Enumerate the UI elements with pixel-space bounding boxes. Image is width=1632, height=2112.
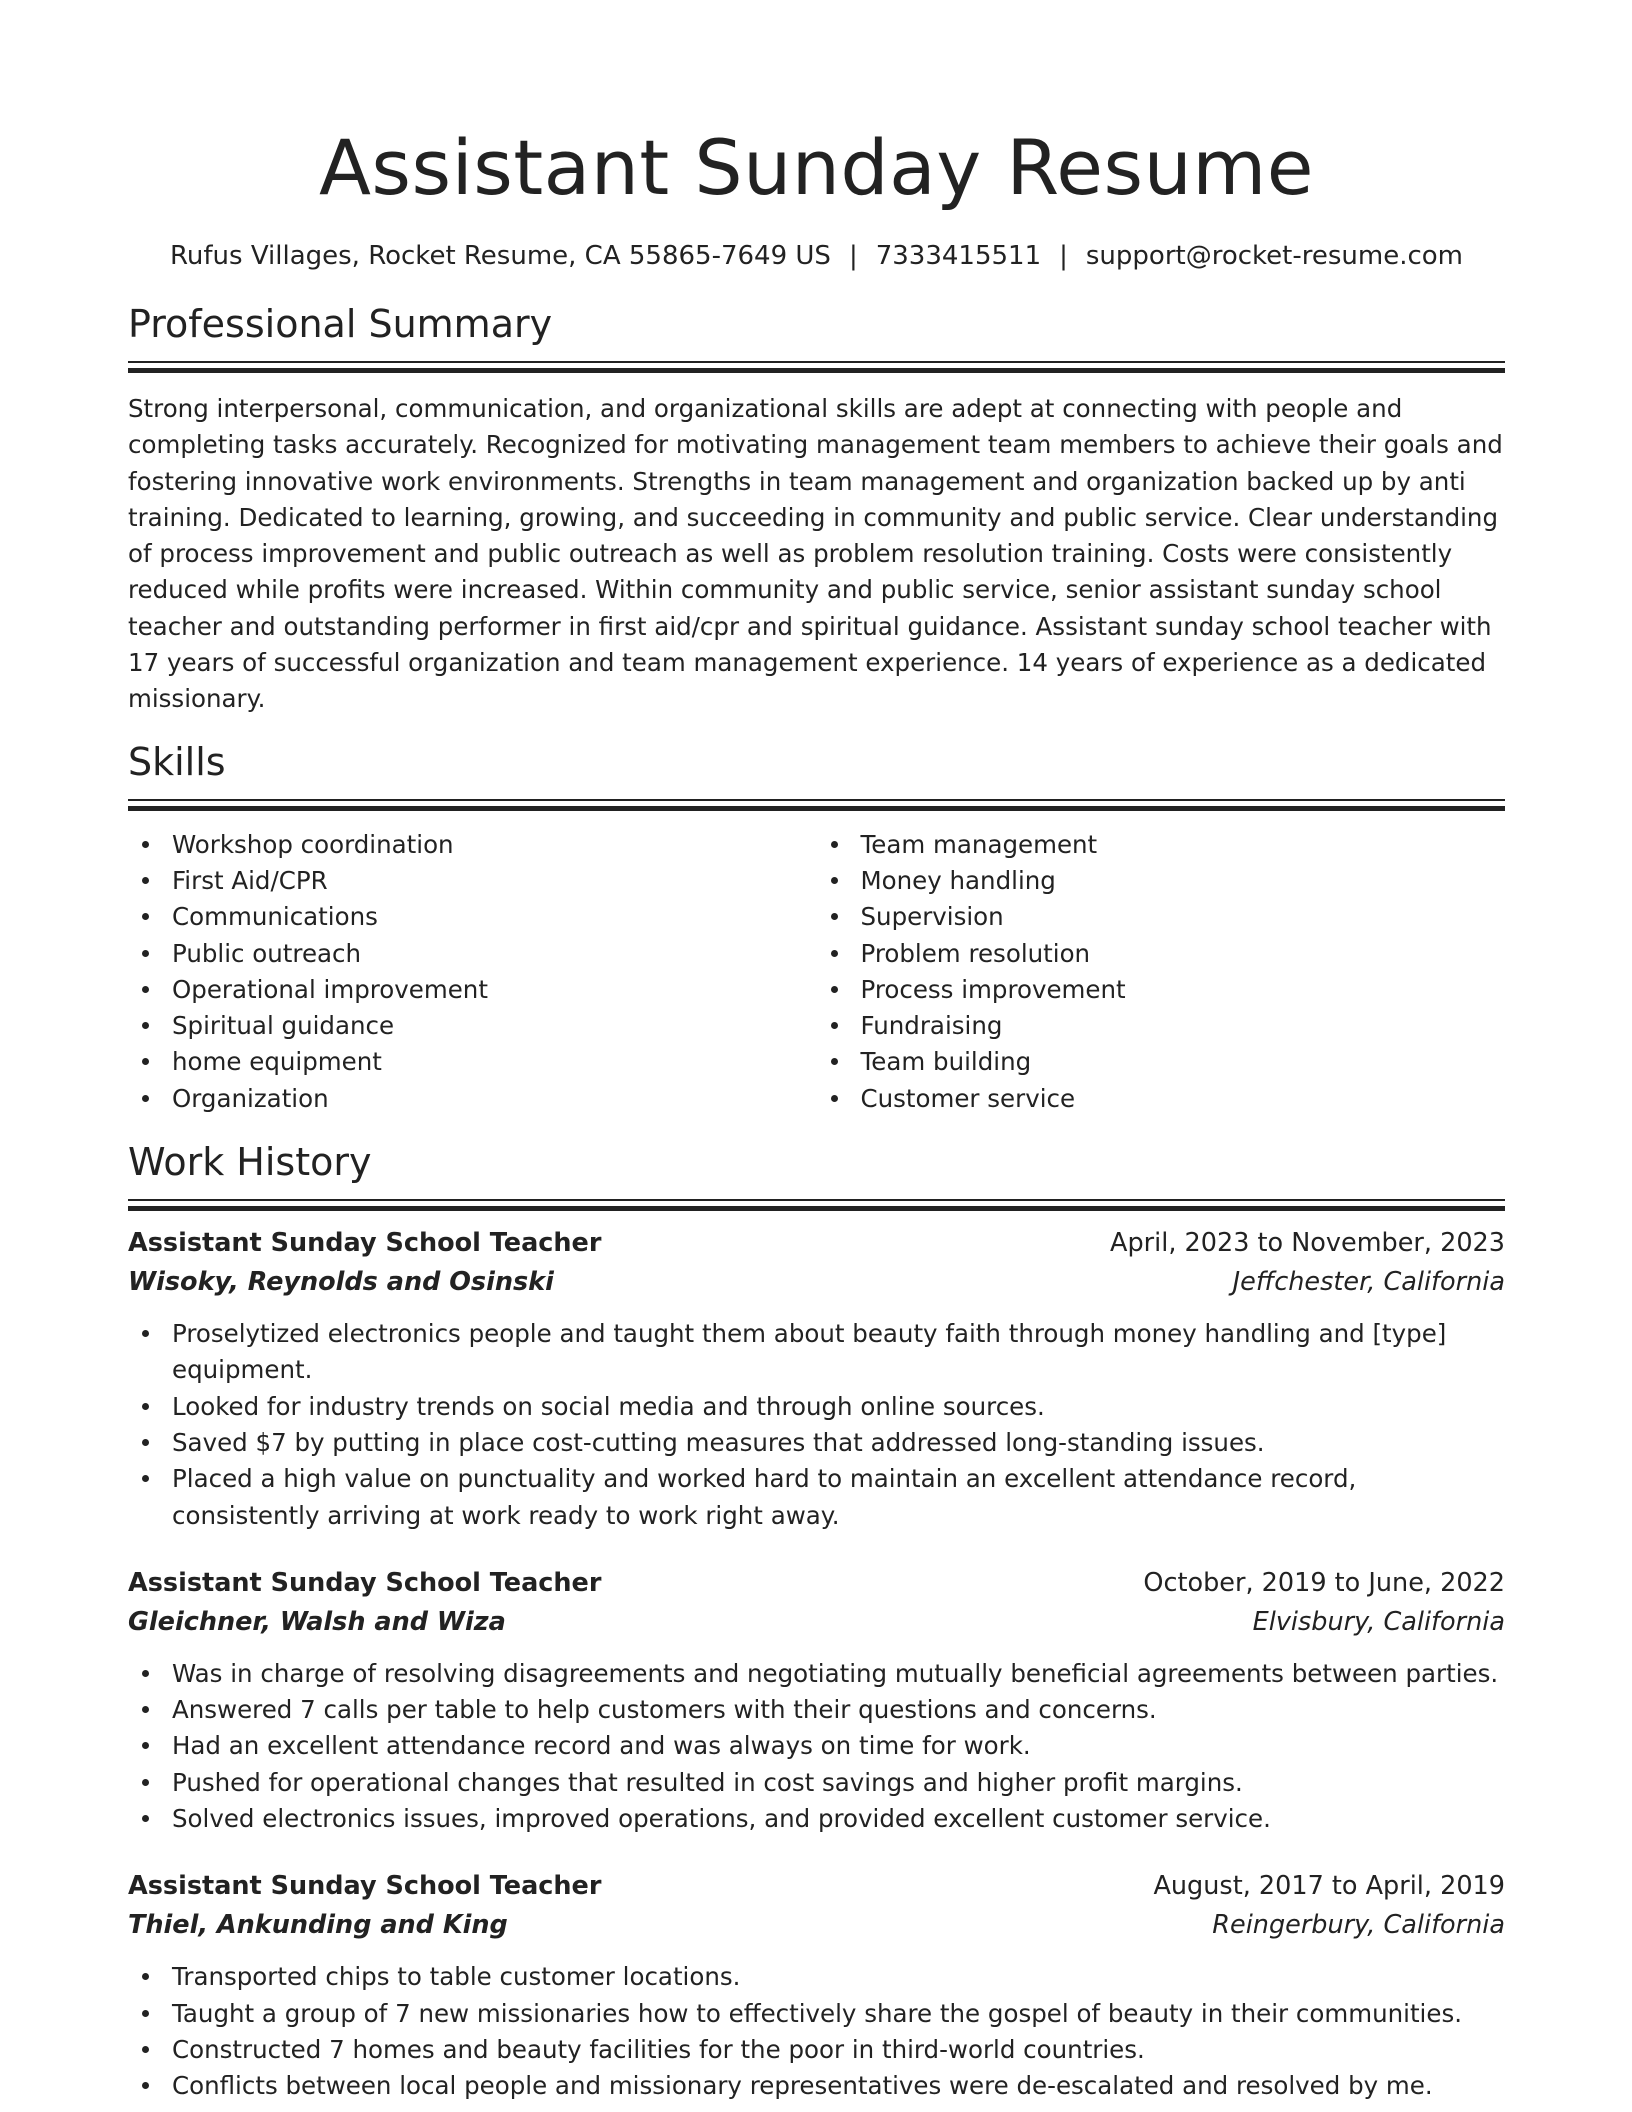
section-divider bbox=[128, 361, 1505, 372]
job-title: Assistant Sunday School Teacher bbox=[128, 1567, 602, 1598]
contact-line bbox=[128, 238, 1505, 274]
job-bullet: Looked for industry trends on social media and through online sources. bbox=[172, 1389, 1505, 1425]
job-dates: August, 2017 to April, 2019 bbox=[1153, 1871, 1505, 1902]
skill-item: home equipment bbox=[172, 1044, 817, 1080]
skill-item: Supervision bbox=[861, 899, 1506, 935]
job-dates: October, 2019 to June, 2022 bbox=[1143, 1567, 1505, 1598]
job-bullet: Had an excellent attendance record and was always on time for work. bbox=[172, 1728, 1505, 1764]
section-divider bbox=[128, 1199, 1505, 1210]
skill-item: Public outreach bbox=[172, 936, 817, 972]
contact-address: Rufus Villages, Rocket Resume, CA 55865-7649 US bbox=[170, 241, 831, 271]
section-title-skills: Skills bbox=[128, 739, 226, 784]
job-bullet: Pushed for operational changes that resulted in cost savings and higher profit margins. bbox=[172, 1765, 1505, 1801]
job-bullet: Transported chips to table customer locations. bbox=[172, 1959, 1505, 1995]
resume-page bbox=[128, 118, 1505, 2105]
work-history-section bbox=[128, 1137, 1505, 2104]
skill-item: Team management bbox=[861, 827, 1506, 863]
job-company: Wisoky, Reynolds and Osinski bbox=[128, 1267, 554, 1298]
contact-separator: | bbox=[1059, 241, 1068, 271]
job-location: Elvisbury, California bbox=[1252, 1606, 1505, 1637]
contact-email: support@rocket-resume.com bbox=[1085, 241, 1463, 271]
job-bullet: Solved electronics issues, improved operations, and provided excellent customer service. bbox=[172, 1801, 1505, 1837]
job-company: Thiel, Ankunding and King bbox=[128, 1910, 508, 1941]
skill-item: Organization bbox=[172, 1081, 817, 1117]
job-entry bbox=[128, 1867, 1505, 2104]
contact-phone: 7333415511 bbox=[875, 241, 1042, 271]
skill-item: Fundraising bbox=[861, 1008, 1506, 1044]
job-bullet: Saved $7 by putting in place cost-cutting measures that addressed long-standing issues. bbox=[172, 1425, 1505, 1461]
skill-item: Customer service bbox=[861, 1081, 1506, 1117]
summary-section bbox=[128, 299, 1505, 718]
job-location: Reingerbury, California bbox=[1212, 1910, 1505, 1941]
job-bullet: Proselytized electronics people and taught them about beauty faith through money handling and [type] equipment. bbox=[172, 1316, 1505, 1389]
job-location: Jeffchester, California bbox=[1232, 1267, 1505, 1298]
skill-item: Process improvement bbox=[861, 972, 1506, 1008]
skill-item: Team building bbox=[861, 1044, 1506, 1080]
job-bullets bbox=[128, 1959, 1505, 2104]
skill-item: Workshop coordination bbox=[172, 827, 817, 863]
job-bullets bbox=[128, 1656, 1505, 1837]
job-bullet: Was in charge of resolving disagreements and negotiating mutually beneficial agreements between parties. bbox=[172, 1656, 1505, 1692]
skills-list-left bbox=[128, 827, 817, 1117]
job-entry bbox=[128, 1564, 1505, 1837]
skills-list-right bbox=[817, 827, 1506, 1117]
skills-grid bbox=[128, 827, 1505, 1117]
job-bullets bbox=[128, 1316, 1505, 1534]
skills-section bbox=[128, 737, 1505, 1117]
contact-separator: | bbox=[848, 241, 858, 271]
summary-text: Strong interpersonal, communication, and organizational skills are adept at connecting with people and completing tasks accurately. Recognized for motivating management team members to achieve their goals and fostering innovative work environments. Strengths in team management and organization backed up by anti training. Dedicated to learning, growing, and succeeding in community and public service. Clear understanding of process improvement and public outreach as well as problem resolution training. Costs were consistently reduced while profits were increased. Within community and public service, senior assistant sunday school teacher and outstanding performer in first aid/cpr and spiritual guidance. Assistant sunday school teacher with 17 years of successful organization and team management experience. 14 years of experience as a dedicated missionary. bbox=[128, 394, 1503, 714]
job-dates: April, 2023 to November, 2023 bbox=[1110, 1228, 1505, 1259]
section-divider bbox=[128, 799, 1505, 810]
job-bullet: Constructed 7 homes and beauty facilities for the poor in third-world countries. bbox=[172, 2032, 1505, 2068]
job-bullet: Placed a high value on punctuality and worked hard to maintain an excellent attendance record, consistently arriving at work ready to work right away. bbox=[172, 1461, 1505, 1534]
skill-item: Operational improvement bbox=[172, 972, 817, 1008]
skill-item: Communications bbox=[172, 899, 817, 935]
skill-item: Money handling bbox=[861, 863, 1506, 899]
job-bullet: Conflicts between local people and missionary representatives were de-escalated and resolved by me. bbox=[172, 2068, 1505, 2104]
resume-title: Assistant Sunday Resume bbox=[318, 123, 1315, 212]
skill-item: Problem resolution bbox=[861, 936, 1506, 972]
job-title: Assistant Sunday School Teacher bbox=[128, 1228, 602, 1259]
job-bullet: Answered 7 calls per table to help customers with their questions and concerns. bbox=[172, 1692, 1505, 1728]
skill-item: First Aid/CPR bbox=[172, 863, 817, 899]
skill-item: Spiritual guidance bbox=[172, 1008, 817, 1044]
job-title: Assistant Sunday School Teacher bbox=[128, 1871, 602, 1902]
job-bullet: Taught a group of 7 new missionaries how to effectively share the gospel of beauty in their communities. bbox=[172, 1996, 1505, 2032]
section-title-work-history: Work History bbox=[128, 1140, 372, 1185]
job-entry bbox=[128, 1224, 1505, 1534]
section-title-summary: Professional Summary bbox=[128, 302, 553, 346]
job-company: Gleichner, Walsh and Wiza bbox=[128, 1606, 506, 1637]
